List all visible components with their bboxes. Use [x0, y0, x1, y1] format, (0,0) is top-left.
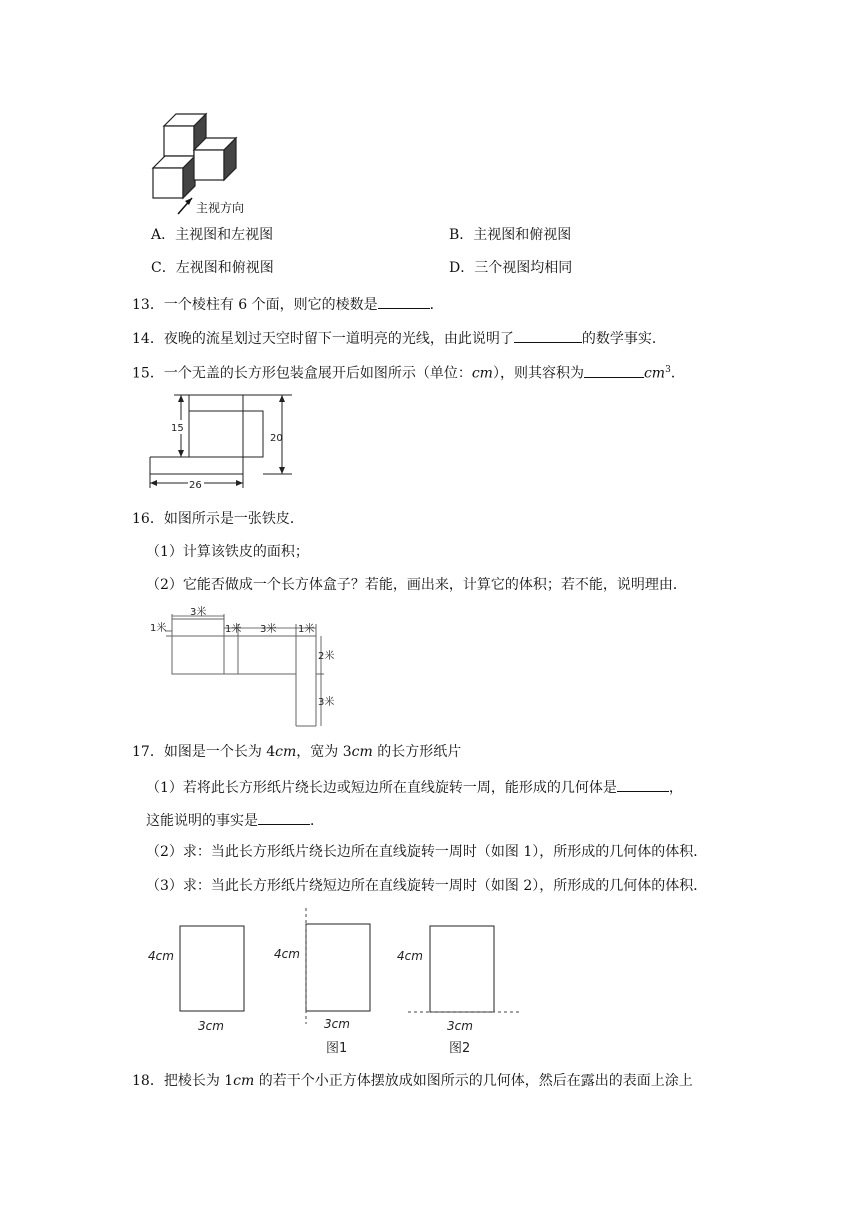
- answer-blank: [617, 777, 669, 792]
- question-17: 17．如图是一个长为 4cm，宽为 3cm 的长方形纸片: [132, 744, 462, 760]
- label-15: 15: [171, 423, 184, 434]
- view-direction-label: 主视方向: [196, 201, 245, 215]
- fig1-length-label: 4cm: [274, 947, 300, 961]
- fig0-length-label: 4cm: [148, 949, 174, 963]
- iron-sheet-figure: [148, 606, 348, 732]
- fig0-width-label: 3cm: [198, 1019, 224, 1033]
- label-3m-mid: 3米: [260, 624, 277, 635]
- fig1-width-label: 3cm: [324, 1017, 350, 1031]
- fig2-caption: 图2: [449, 1041, 471, 1056]
- question-14: 14．夜晚的流星划过天空时留下一道明亮的光线，由此说明了 的数学事实．: [132, 328, 666, 348]
- question-16-part-1: （1）计算该铁皮的面积；: [146, 544, 309, 560]
- question-15: 15．一个无盖的长方形包装盒展开后如图所示（单位：cm），则其容积为 $cm^3$．: [132, 361, 685, 383]
- answer-blank: [258, 810, 310, 825]
- option-a: A．主视图和左视图: [151, 227, 274, 243]
- label-26: 26: [189, 480, 202, 490]
- answer-blank: [514, 328, 582, 343]
- option-d: D．三个视图均相同: [449, 260, 573, 276]
- cubes-figure: [148, 106, 258, 218]
- label-3m-top: 3米: [190, 607, 207, 618]
- label-1m-mid: 1米: [225, 624, 242, 635]
- label-1m-left: 1米: [150, 623, 167, 634]
- question-17-part-3: （3）求：当此长方形纸片绕短边所在直线旋转一周时（如图 2），所形成的几何体的体积．: [146, 878, 708, 894]
- fig2-width-label: 3cm: [447, 1019, 473, 1033]
- fig1-caption: 图1: [326, 1041, 348, 1056]
- question-16: 16．如图所示是一张铁皮．: [132, 511, 304, 527]
- option-b: B．主视图和俯视图: [449, 227, 572, 243]
- rectangles-figure: [140, 906, 530, 1062]
- answer-blank: [584, 363, 644, 378]
- label-3m-right: 3米: [318, 697, 335, 708]
- question-13: 13．一个棱柱有 6 个面，则它的棱数是 ．: [132, 294, 444, 314]
- question-17-part-1: （1）若将此长方形纸片绕长边或短边所在直线旋转一周，能形成的几何体是 ，: [146, 777, 683, 797]
- label-20: 20: [270, 433, 283, 444]
- label-2m: 2米: [318, 651, 335, 662]
- question-16-part-2: （2）它能否做成一个长方体盒子？若能，画出来，计算它的体积；若不能，说明理由．: [146, 577, 687, 593]
- question-17-part-1b: 这能说明的事实是 ．: [146, 810, 324, 830]
- fig2-length-label: 4cm: [397, 949, 423, 963]
- label-1m-right: 1米: [298, 624, 315, 635]
- box-net-figure: [146, 390, 302, 490]
- answer-blank: [378, 294, 430, 309]
- option-c: C．左视图和俯视图: [151, 260, 274, 276]
- question-17-part-2: （2）求：当此长方形纸片绕长边所在直线旋转一周时（如图 1），所形成的几何体的体积．: [146, 844, 708, 860]
- question-18: 18．把棱长为 1cm 的若干个小正方体摆放成如图所示的几何体，然后在露出的表面上涂上: [132, 1073, 693, 1089]
